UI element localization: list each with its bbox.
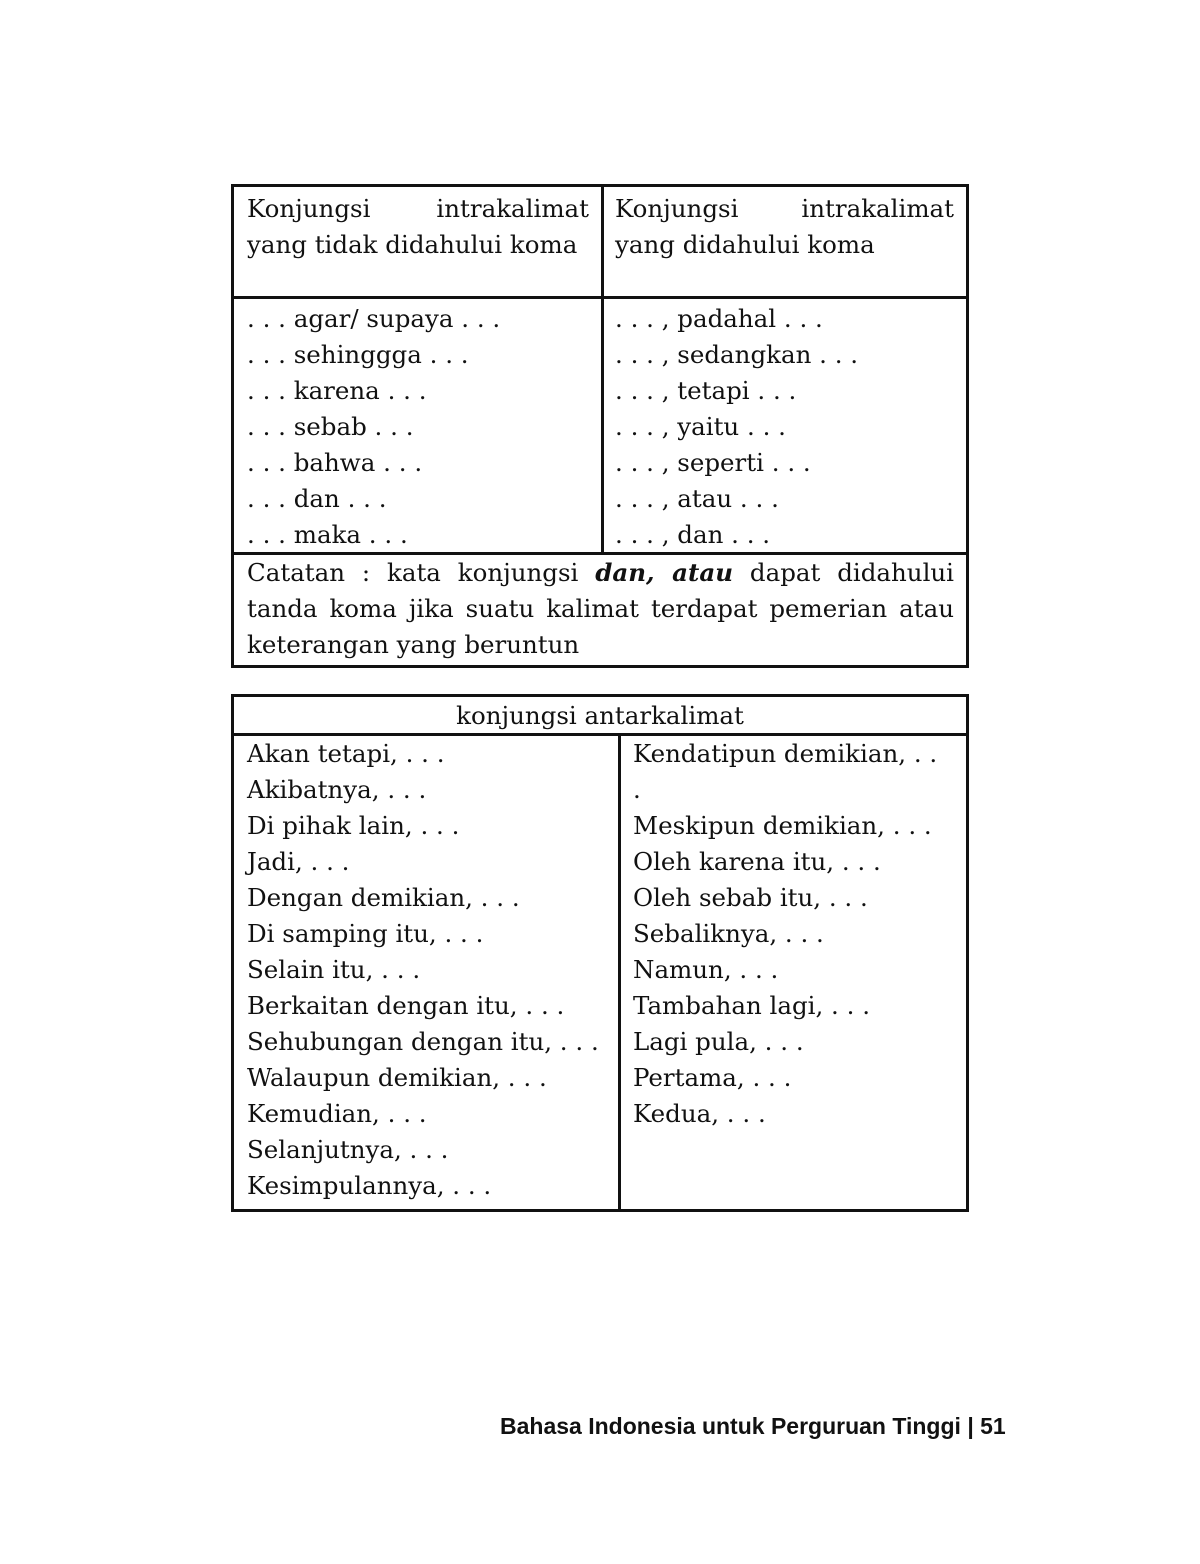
- list-item: Pertama, . . .: [633, 1063, 792, 1092]
- list-item: Namun, . . .: [633, 955, 779, 984]
- list-item: . . . bahwa . . .: [247, 448, 423, 477]
- list-item: Lagi pula, . . .: [633, 1027, 804, 1056]
- list-item: . . . , dan . . .: [615, 520, 771, 549]
- page-number: 51: [980, 1413, 1006, 1439]
- intra-list-no-comma: [234, 299, 604, 552]
- list-item: . . . dan . . .: [247, 484, 387, 513]
- footer-separator: |: [967, 1413, 974, 1439]
- list-item: Selain itu, . . .: [247, 955, 421, 984]
- intra-table-body-row: [234, 299, 966, 555]
- antar-table-title: konjungsi antarkalimat: [456, 701, 744, 730]
- list-item: Berkaitan dengan itu, . . .: [247, 991, 565, 1020]
- list-item: Di pihak lain, . . .: [247, 811, 460, 840]
- list-item: . . . sebab . . .: [247, 412, 414, 441]
- list-item: . . . sehinggga . . .: [247, 340, 469, 369]
- intra-list-with-comma: [604, 299, 966, 552]
- list-item: Oleh sebab itu, . . .: [633, 883, 868, 912]
- list-item: Dengan demikian, . . .: [247, 883, 520, 912]
- list-item: . . . , padahal . . .: [615, 304, 823, 333]
- list-item: . . . , yaitu . . .: [615, 412, 786, 441]
- intra-conjunction-table: [231, 184, 969, 668]
- list-item: .: [633, 775, 641, 804]
- intra-header-no-comma: Konjungsi intrakalimat yang tidak didahului koma: [234, 187, 604, 296]
- list-item: . . . , atau . . .: [615, 484, 779, 513]
- list-item: Kesimpulannya, . . .: [247, 1171, 492, 1200]
- list-item: Akan tetapi, . . .: [247, 739, 445, 768]
- list-item: . . . , sedangkan . . .: [615, 340, 859, 369]
- antar-table-body-row: [234, 736, 966, 1209]
- list-item: . . . , tetapi . . .: [615, 376, 797, 405]
- list-item: . . . , seperti . . .: [615, 448, 811, 477]
- list-item: . . . maka . . .: [247, 520, 408, 549]
- note-prefix: Catatan : kata konjungsi: [247, 558, 579, 587]
- intra-header-with-comma: Konjungsi intrakalimat yang didahului koma: [615, 194, 954, 259]
- page-footer: [500, 1408, 1020, 1444]
- list-item: Kendatipun demikian, . .: [633, 739, 938, 768]
- inter-conjunction-table: [231, 694, 969, 1212]
- list-item: Oleh karena itu, . . .: [633, 847, 881, 876]
- list-item: Sebaliknya, . . .: [633, 919, 824, 948]
- note-text: [234, 555, 966, 665]
- list-item: Di samping itu, . . .: [247, 919, 484, 948]
- list-item: Kemudian, . . .: [247, 1099, 427, 1128]
- note-suffix: dapat didahului tanda koma jika suatu kalimat terdapat pemerian atau keterangan yang beruntun: [247, 558, 955, 659]
- antar-list-left: [234, 736, 621, 1209]
- intra-table-note-row: [234, 555, 966, 665]
- list-item: . . . agar/ supaya . . .: [247, 304, 501, 333]
- list-item: Tambahan lagi, . . .: [633, 991, 870, 1020]
- footer-book-title: Bahasa Indonesia untuk Perguruan Tinggi: [500, 1413, 961, 1439]
- list-item: Meskipun demikian, . . .: [633, 811, 932, 840]
- list-item: Jadi, . . .: [247, 847, 350, 876]
- intra-table-header-row: [234, 187, 966, 299]
- list-item: Walaupun demikian, . . .: [247, 1063, 547, 1092]
- antar-table-title-row: [234, 697, 966, 736]
- list-item: Kedua, . . .: [633, 1099, 766, 1128]
- list-item: Selanjutnya, . . .: [247, 1135, 449, 1164]
- list-item: Akibatnya, . . .: [247, 775, 427, 804]
- list-item: . . . karena . . .: [247, 376, 427, 405]
- list-item: Sehubungan dengan itu, . . .: [247, 1027, 599, 1056]
- antar-list-right: [621, 736, 966, 1209]
- note-emphasis: dan, atau: [595, 558, 734, 587]
